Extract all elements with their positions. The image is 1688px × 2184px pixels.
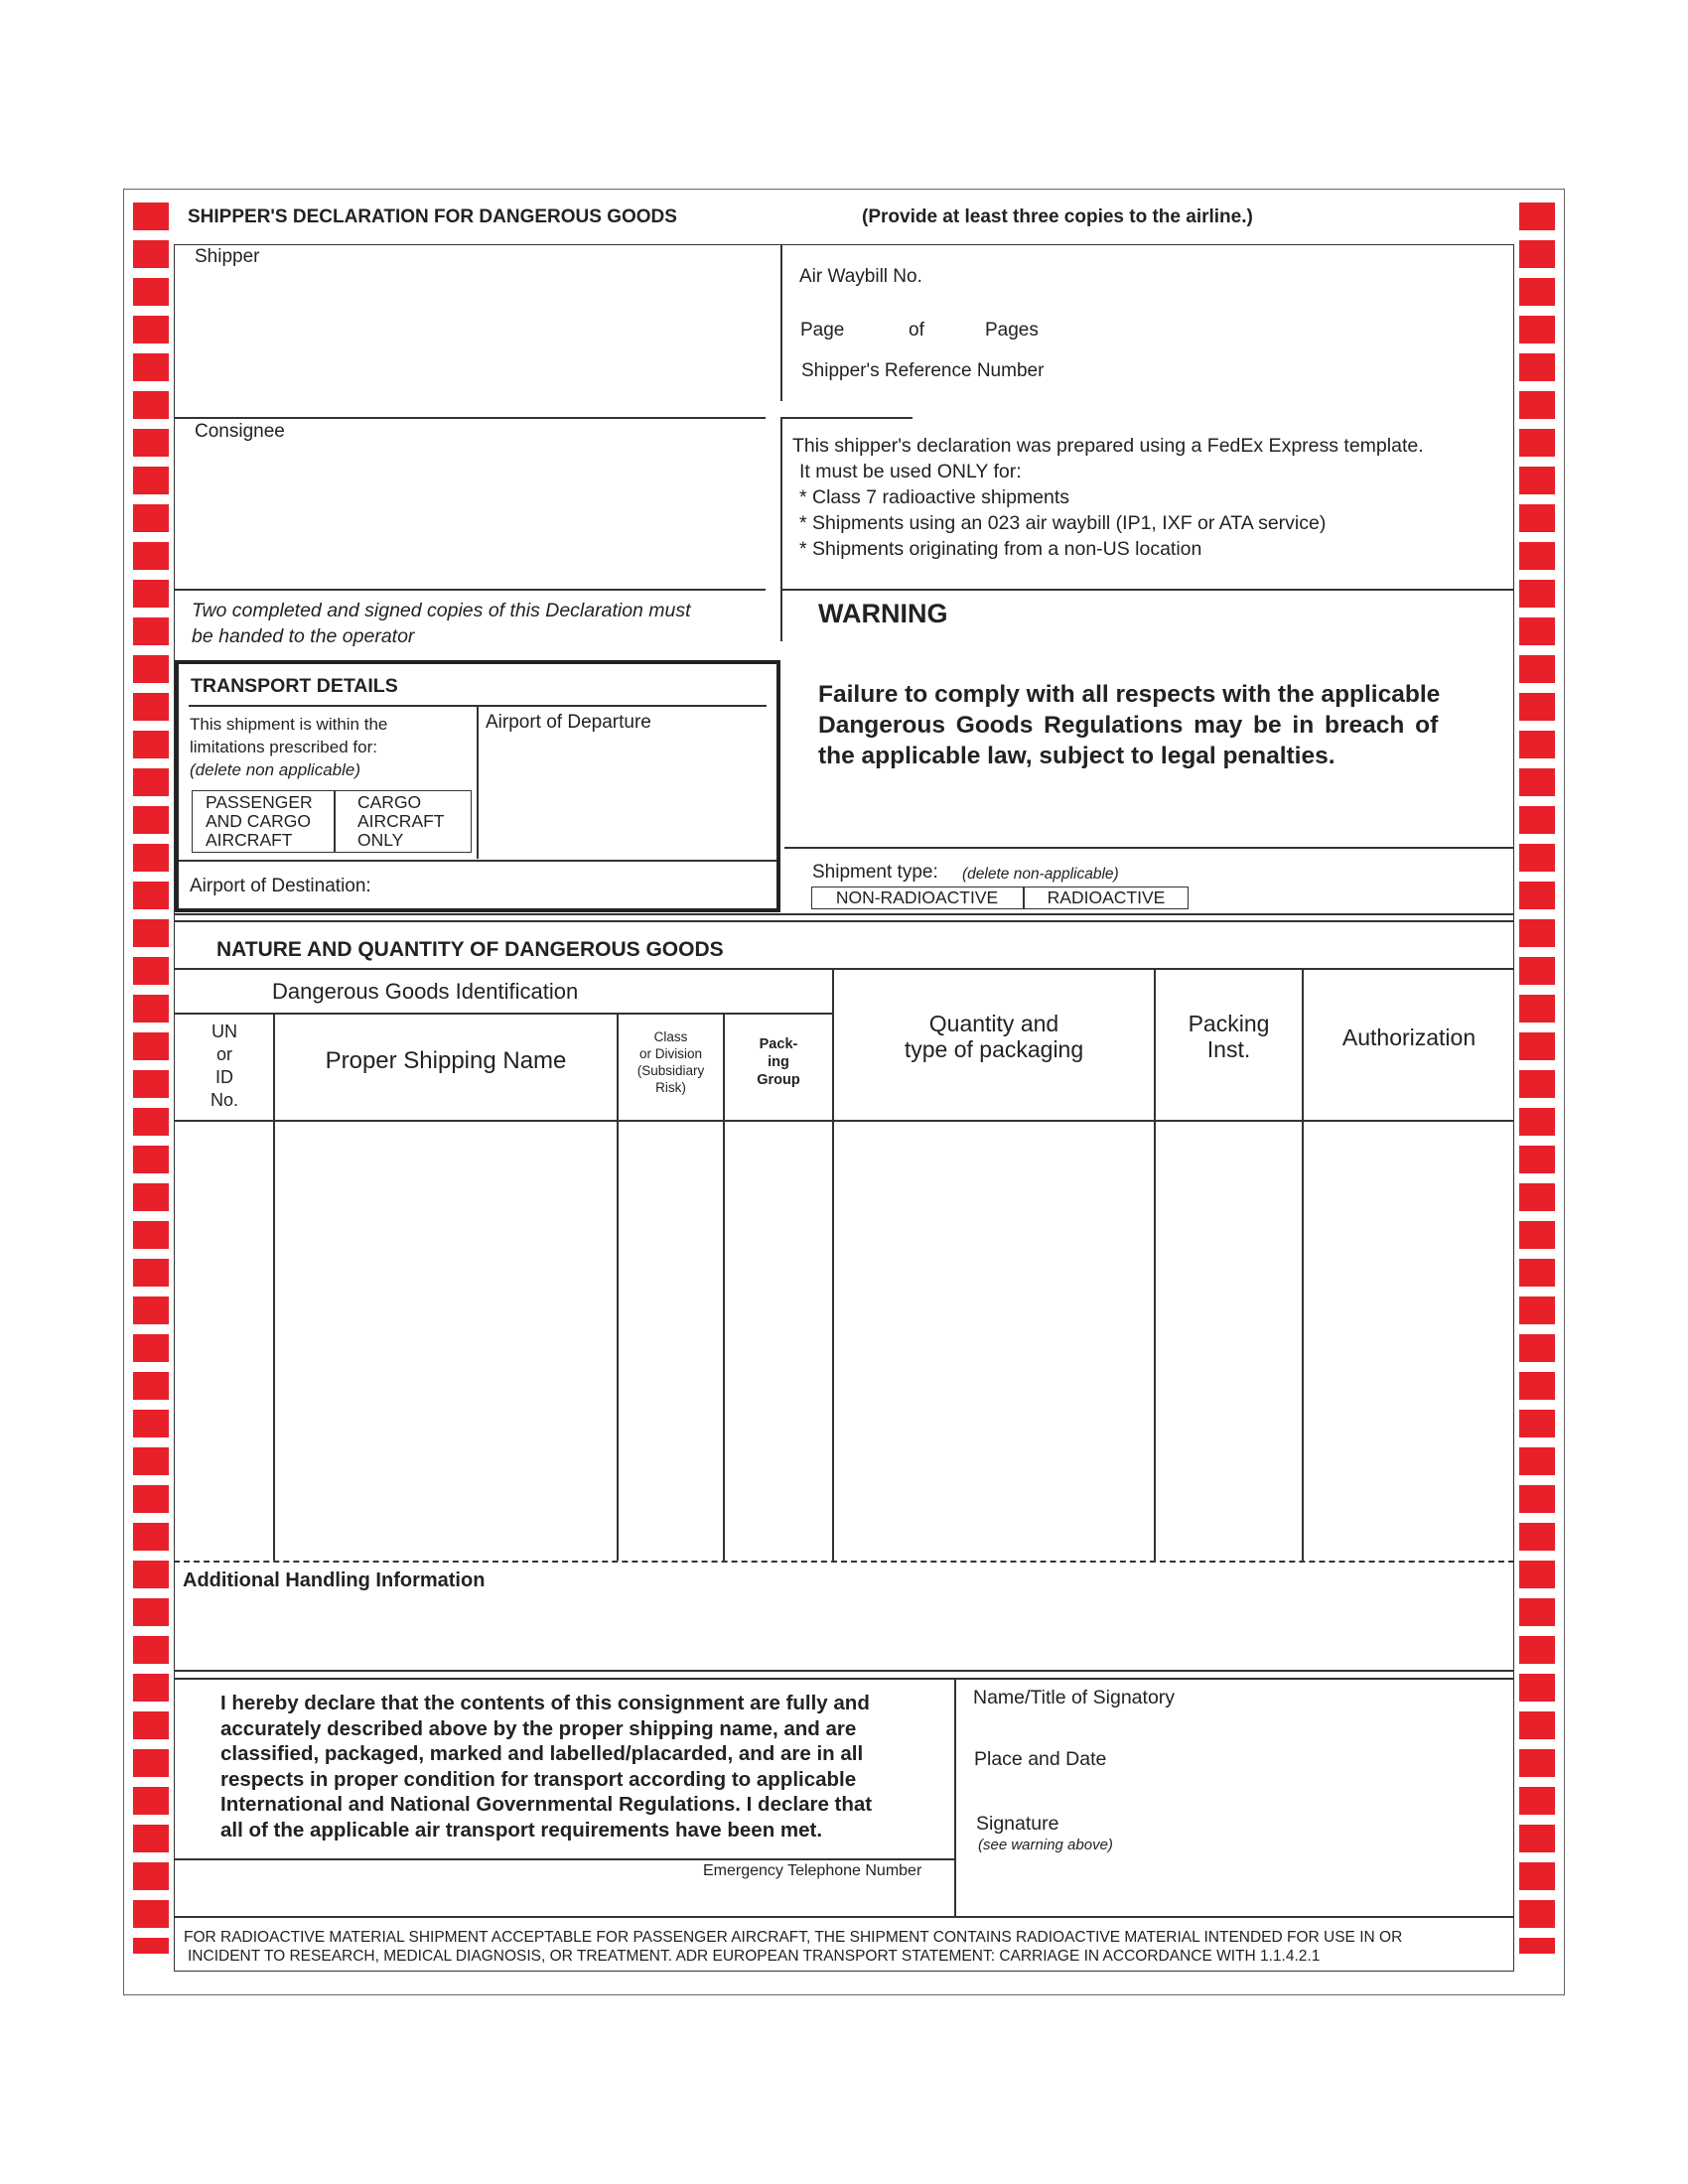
col-header-packing-inst: Packing Inst.	[1188, 1011, 1270, 1062]
col-header-proper-shipping-name: Proper Shipping Name	[325, 1047, 567, 1074]
declaration-line3: classified, packaged, marked and labelled/placarded, and are in all	[220, 1742, 864, 1765]
right-hazard-stripe	[1519, 203, 1555, 1954]
limitation-line3: (delete non applicable)	[190, 760, 361, 779]
limitation-line2: limitations prescribed for:	[190, 738, 377, 756]
page-label: Page	[800, 320, 845, 341]
shipment-type-hint: (delete non-applicable)	[962, 866, 1119, 883]
dg-identification-label: Dangerous Goods Identification	[272, 979, 579, 1004]
limitation-line1: This shipment is within the	[190, 715, 388, 734]
footer-statement-line1: FOR RADIOACTIVE MATERIAL SHIPMENT ACCEPTABLE FOR PASSENGER AIRCRAFT, THE SHIPMENT CONTAINS RADIOACTIVE MATERIAL INTENDED FOR USE IN OR	[184, 1929, 1403, 1946]
col-header-authorization: Authorization	[1341, 1024, 1477, 1050]
shipment-type-label: Shipment type:	[812, 862, 938, 883]
passenger-cargo-aircraft-option[interactable]: PASSENGER AND CARGO AIRCRAFT	[206, 792, 313, 850]
airport-destination-label: Airport of Destination:	[190, 876, 371, 896]
warning-line2: Dangerous Goods Regulations may be in breach of	[818, 712, 1439, 739]
footer-statement-line2: INCIDENT TO RESEARCH, MEDICAL DIAGNOSIS, OR TREATMENT. ADR EUROPEAN TRANSPORT STATEMENT: CARRIAGE IN ACCORDANCE WITH 1.1.4.2.1	[188, 1948, 1321, 1965]
radioactive-option[interactable]: RADIOACTIVE	[1047, 887, 1166, 907]
pages-label: Pages	[985, 320, 1039, 341]
template-note-line1: This shipper's declaration was prepared using a FedEx Express template.	[792, 435, 1424, 457]
consignee-label: Consignee	[195, 421, 285, 442]
shipper-field[interactable]	[177, 268, 773, 407]
declaration-line5: International and National Governmental Regulations. I declare that	[220, 1793, 873, 1816]
template-note-line3: * Class 7 radioactive shipments	[799, 486, 1070, 508]
airport-destination-field[interactable]	[397, 870, 767, 903]
shipper-reference-label: Shipper's Reference Number	[801, 360, 1045, 381]
declaration-line1: I hereby declare that the contents of this consignment are fully and	[220, 1692, 870, 1714]
signature-hint: (see warning above)	[978, 1837, 1113, 1853]
airport-departure-label: Airport of Departure	[486, 712, 651, 733]
signature-label: Signature	[976, 1813, 1059, 1835]
of-label: of	[909, 320, 924, 341]
col-header-packing-group: Pack- ing Group	[757, 1036, 800, 1088]
col-header-quantity-packaging: Quantity and type of packaging	[904, 1011, 1084, 1062]
warning-line3: the applicable law, subject to legal penalties.	[818, 743, 1336, 769]
air-waybill-label: Air Waybill No.	[799, 266, 922, 287]
copies-note-line2: be handed to the operator	[192, 625, 415, 647]
template-note-line5: * Shipments originating from a non-US location	[799, 538, 1202, 560]
additional-handling-label: Additional Handling Information	[183, 1570, 486, 1591]
transport-details-title: TRANSPORT DETAILS	[191, 675, 398, 697]
form-title: SHIPPER'S DECLARATION FOR DANGEROUS GOODS	[188, 206, 677, 227]
template-note-line2: It must be used ONLY for:	[799, 461, 1022, 482]
additional-handling-field[interactable]	[179, 1594, 1509, 1666]
place-date-label: Place and Date	[974, 1748, 1107, 1770]
copies-instruction: (Provide at least three copies to the airline.)	[862, 206, 1253, 227]
emergency-phone-field[interactable]	[179, 1884, 949, 1914]
emergency-phone-label: Emergency Telephone Number	[703, 1862, 922, 1879]
place-date-field[interactable]	[968, 1773, 1504, 1803]
declaration-line2: accurately described above by the proper shipping name, and are	[220, 1717, 857, 1740]
copies-note-line1: Two completed and signed copies of this Declaration must	[192, 600, 691, 621]
signatory-name-field[interactable]	[968, 1711, 1504, 1741]
signature-field[interactable]	[1112, 1809, 1504, 1908]
declaration-line4: respects in proper condition for transport according to applicable	[220, 1768, 857, 1791]
warning-title: WARNING	[818, 599, 948, 628]
shipper-label: Shipper	[195, 246, 260, 267]
cargo-aircraft-only-option[interactable]: CARGO AIRCRAFT ONLY	[357, 792, 445, 850]
col-header-un-number: UN or ID No.	[210, 1022, 238, 1110]
template-note-line4: * Shipments using an 023 air waybill (IP1, IXF or ATA service)	[799, 512, 1327, 534]
left-hazard-stripe	[133, 203, 169, 1954]
non-radioactive-option[interactable]: NON-RADIOACTIVE	[835, 887, 999, 907]
signatory-name-label: Name/Title of Signatory	[973, 1687, 1176, 1708]
consignee-field[interactable]	[177, 443, 773, 582]
declaration-line6: all of the applicable air transport requirements have been met.	[220, 1819, 823, 1842]
warning-line1: Failure to comply with all respects with the applicable	[818, 681, 1441, 708]
goods-entry-area[interactable]	[176, 1123, 1512, 1558]
airport-departure-field[interactable]	[483, 737, 765, 854]
col-header-class-division: Class or Division (Subsidiary Risk)	[636, 1029, 705, 1095]
goods-section-title: NATURE AND QUANTITY OF DANGEROUS GOODS	[216, 938, 724, 961]
